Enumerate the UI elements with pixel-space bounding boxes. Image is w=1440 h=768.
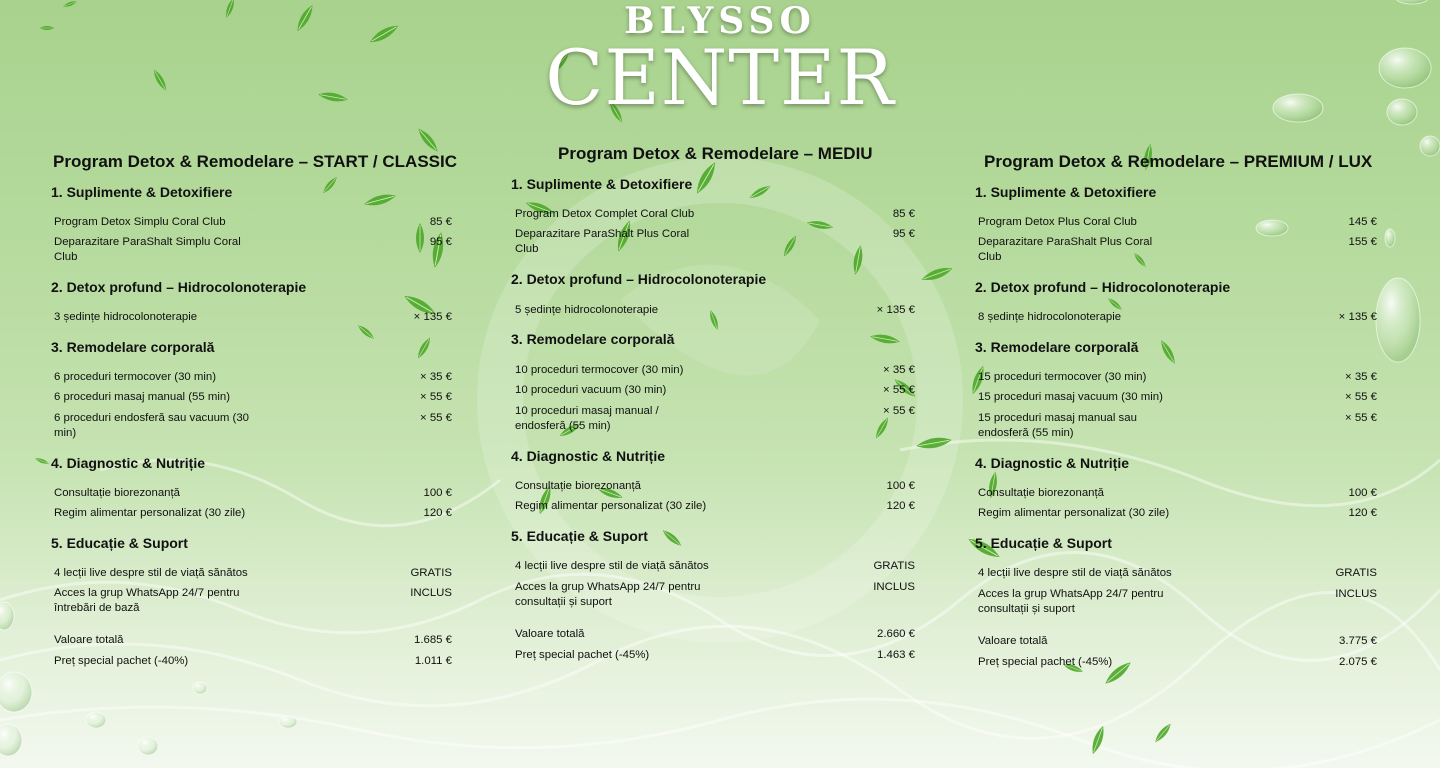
item-price: 155 € [1348,236,1377,248]
item-name: Regim alimentar personalizat (30 zile) [515,500,707,512]
water-drop-icon [138,737,158,755]
item-price: INCLUS [1335,588,1377,600]
item-name: 3 ședințe hidrocolonoterapie [54,311,198,323]
leaf-icon [415,126,440,154]
item-price: 145 € [1348,216,1377,228]
item-name: Program Detox Complet Coral Club [515,208,695,220]
item-price: × 35 € [1345,371,1377,383]
item-price: × 135 € [1338,311,1377,323]
total-price: 1.685 € [413,634,452,646]
leaf-icon [873,416,891,440]
item-name: 10 proceduri masaj manual / endosferă (55 min) [515,405,659,432]
item-name: Consultație biorezonanță [54,487,181,499]
section-title: 4. Diagnostic & Nutriție [511,448,666,464]
leaf-icon [415,336,433,360]
leaf-icon [363,191,397,208]
item-name: Regim alimentar personalizat (30 zile) [978,507,1170,519]
water-drop-icon [1256,220,1288,236]
leaf-icon [1158,339,1178,366]
section-title: 1. Suplimente & Detoxifiere [511,176,693,192]
item-name: Regim alimentar personalizat (30 zile) [54,507,246,519]
item-name: Acces la grup WhatsApp 24/7 pentru întrebări de bază [54,587,240,614]
item-price: 120 € [423,507,452,519]
item-name: 8 ședințe hidrocolonoterapie [978,311,1122,323]
leaf-icon [34,457,49,466]
item-name: 4 lecții live despre stil de viață sănătos [515,560,709,572]
total-price: 3.775 € [1338,635,1377,647]
item-price: × 55 € [883,384,915,396]
item-name: 10 proceduri vacuum (30 min) [515,384,667,396]
item-price: INCLUS [410,587,452,599]
item-name: 6 proceduri endosferă sau vacuum (30 min) [54,412,250,439]
section-title: 3. Remodelare corporală [51,339,215,355]
item-price: GRATIS [410,567,452,579]
leaf-icon [356,323,376,341]
total-name: Valoare totală [978,635,1048,647]
item-price: 95 € [429,236,452,248]
section-title: 3. Remodelare corporală [511,331,675,347]
water-drop-icon [0,672,32,712]
item-name: 6 proceduri termocover (30 min) [54,371,217,383]
water-drop-icon [279,716,297,728]
item-name: Program Detox Simplu Coral Club [54,216,226,228]
item-name: Acces la grup WhatsApp 24/7 pentru consultații și suport [515,581,701,608]
item-name: 15 proceduri masaj vacuum (30 min) [978,391,1163,403]
brand-main: CENTER [545,33,895,122]
item-price: 85 € [429,216,452,228]
item-price: INCLUS [873,581,915,593]
item-price: × 55 € [420,412,452,424]
item-price: × 135 € [876,304,915,316]
special-name: Preț special pachet (-45%) [978,656,1113,668]
section-title: 1. Suplimente & Detoxifiere [975,184,1157,200]
item-name: Program Detox Plus Coral Club [978,216,1137,228]
section-title: 2. Detox profund – Hidrocolonoterapie [511,271,767,287]
item-name: 6 proceduri masaj manual (55 min) [54,391,230,403]
item-price: × 35 € [883,364,915,376]
special-price: 2.075 € [1338,656,1377,668]
item-price: 100 € [423,487,452,499]
water-drop-icon [193,682,207,694]
water-drop-icon [86,712,106,728]
section-title: 5. Educație & Suport [975,535,1112,551]
item-name: Deparazitare ParaShalt Plus Coral Club [515,228,690,255]
section-title: 4. Diagnostic & Nutriție [975,455,1130,471]
water-drop-icon [1385,229,1395,247]
package-title: Program Detox & Remodelare – START / CLASSIC [53,152,457,171]
total-price: 2.660 € [876,628,915,640]
section-title: 4. Diagnostic & Nutriție [51,455,206,471]
special-price: 1.463 € [876,649,915,661]
item-price: × 55 € [883,405,915,417]
item-name: Acces la grup WhatsApp 24/7 pentru consultații și suport [978,588,1164,615]
item-name: Consultație biorezonanță [978,487,1105,499]
section-title: 5. Educație & Suport [51,535,188,551]
leaf-icon [1153,722,1173,744]
leaf-icon [661,528,683,548]
item-price: 100 € [1348,487,1377,499]
item-name: 10 proceduri termocover (30 min) [515,364,684,376]
section-title: 1. Suplimente & Detoxifiere [51,184,233,200]
item-name: 15 proceduri masaj manual sau endosferă (55 min) [978,412,1137,439]
item-name: 4 lecții live despre stil de viață sănătos [54,567,248,579]
item-price: 120 € [1348,507,1377,519]
item-name: 15 proceduri termocover (30 min) [978,371,1147,383]
total-name: Valoare totală [515,628,585,640]
item-name: Deparazitare ParaShalt Simplu Coral Club [54,236,241,263]
item-price: 95 € [892,228,915,240]
item-name: 4 lecții live despre stil de viață sănătos [978,567,1172,579]
water-drop-icon [0,724,22,756]
special-price: 1.011 € [414,655,452,667]
leaf-icon [781,234,799,258]
item-price: GRATIS [1335,567,1377,579]
item-price: 85 € [892,208,915,220]
special-name: Preț special pachet (-40%) [54,655,189,667]
brand-top: BLYSSO [624,0,816,42]
item-price: × 35 € [420,371,452,383]
special-name: Preț special pachet (-45%) [515,649,650,661]
water-drop-icon [0,602,14,630]
leaf-icon [870,332,901,345]
package-title: Program Detox & Remodelare – MEDIU [558,144,873,163]
item-price: × 55 € [1345,391,1377,403]
item-price: × 55 € [420,391,452,403]
section-title: 5. Educație & Suport [511,528,648,544]
section-title: 2. Detox profund – Hidrocolonoterapie [975,279,1231,295]
item-price: × 135 € [413,311,452,323]
package-title: Program Detox & Remodelare – PREMIUM / LUX [984,152,1373,171]
item-name: Consultație biorezonanță [515,480,642,492]
leaf-icon [416,223,424,253]
section-title: 3. Remodelare corporală [975,339,1139,355]
item-name: Deparazitare ParaShalt Plus Coral Club [978,236,1153,263]
water-drop-icon [1420,136,1440,156]
item-price: GRATIS [873,560,915,572]
section-title: 2. Detox profund – Hidrocolonoterapie [51,279,307,295]
item-name: 5 ședințe hidrocolonoterapie [515,304,659,316]
item-price: 120 € [886,500,915,512]
item-price: 100 € [886,480,915,492]
water-drop-icon [1376,278,1420,362]
leaf-icon [321,175,339,195]
total-name: Valoare totală [54,634,124,646]
item-price: × 55 € [1345,412,1377,424]
